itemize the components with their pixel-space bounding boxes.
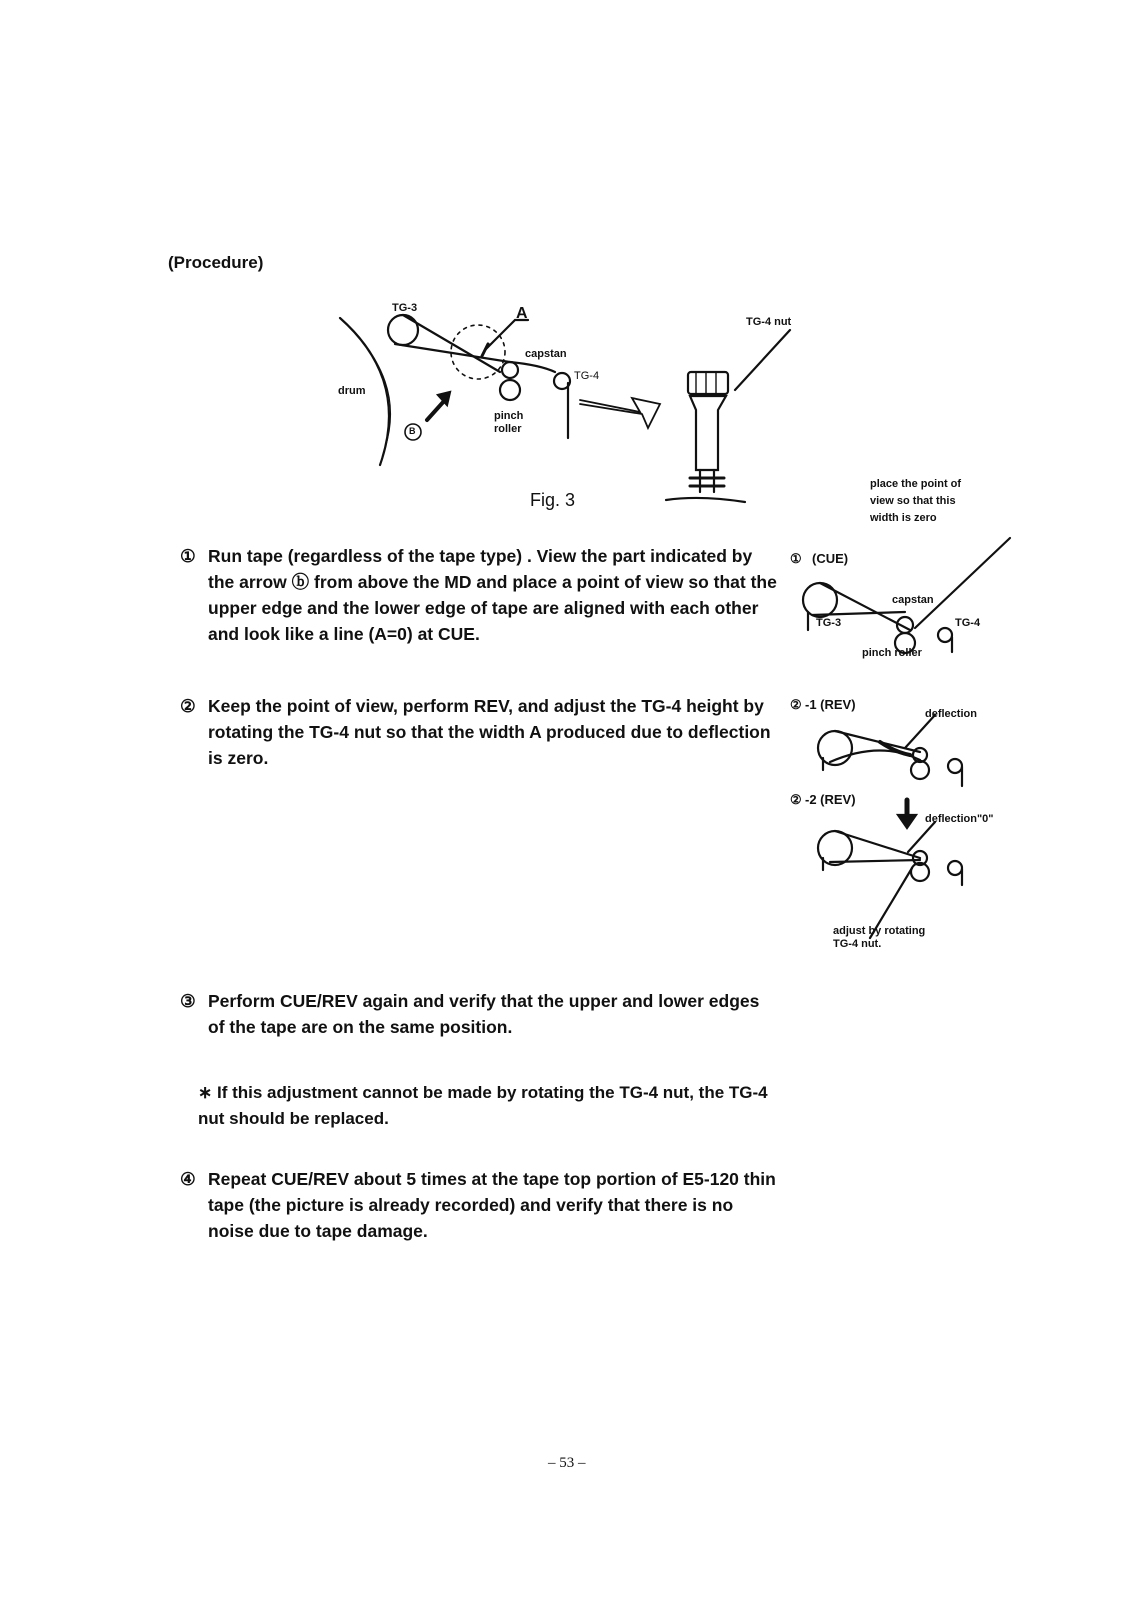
side-tg4-label: TG-4 (955, 617, 981, 629)
rev1-label: -1 (REV) (805, 697, 856, 712)
procedure-heading: (Procedure) (168, 253, 264, 272)
deflection-label: deflection (925, 708, 977, 720)
step-4-number: ④ (180, 1169, 196, 1189)
label-tg3: TG-3 (392, 302, 418, 314)
step-4 (180, 1166, 780, 1244)
step-4-text: Repeat CUE/REV about 5 times at the tape top portion of E5-120 thin tape (the picture is already recorded) and verify that there is no noise due to tape damage. (208, 1169, 776, 1241)
pinch-roller (500, 380, 520, 400)
label-drum: drum (338, 385, 366, 397)
label-roller: roller (494, 423, 522, 435)
b-marker-label: B (409, 426, 416, 436)
rev2-label: -2 (REV) (805, 792, 856, 807)
step-1-text: Run tape (regardless of the tape type) . View the part indicated by the arrow ⓑ from above the MD and place a point of view so that the upper edge and the lower edge of tape are aligned with each other and look like a line (A=0) at CUE. (208, 546, 777, 644)
figure-caption: Fig. 3 (530, 490, 576, 510)
step-1-number: ① (180, 546, 196, 566)
step-2-text: Keep the point of view, perform REV, and adjust the TG-4 height by rotating the TG-4 nut so that the width A produced due to deflection is zero. (208, 696, 771, 768)
page-number: – 53 – (548, 1455, 586, 1471)
step-2-number: ② (180, 696, 196, 716)
label-tg4: TG-4 (574, 370, 600, 382)
side-pinch-roller-label: pinch roller (862, 647, 922, 659)
step-3 (180, 988, 780, 1040)
step-1 (180, 543, 780, 647)
tg4-nut-head (688, 372, 728, 394)
cue-number: ① (790, 551, 802, 566)
adjust-label-1: adjust by rotating (833, 925, 926, 937)
step-3-text: Perform CUE/REV again and verify that the upper and lower edges of the tape are on the same position. (208, 991, 760, 1037)
side-capstan-label: capstan (892, 594, 934, 606)
label-pinch: pinch (494, 410, 524, 422)
side-note-2: view so that this (870, 495, 956, 507)
rev1-number: ② (790, 697, 802, 712)
side-note-3: width is zero (870, 512, 937, 524)
tg3-roller (388, 315, 418, 345)
replacement-note: ∗ If this adjustment cannot be made by rotating the TG-4 nut, the TG-4 nut should be replaced. (198, 1083, 768, 1128)
cue-label: (CUE) (812, 551, 849, 566)
label-capstan: capstan (525, 348, 567, 360)
side-tg3-label: TG-3 (816, 617, 842, 629)
deflection-zero-label: deflection"0" (925, 813, 994, 825)
label-a: A (516, 305, 528, 322)
step-3-number: ③ (180, 991, 196, 1011)
label-tg4-nut: TG-4 nut (746, 316, 792, 328)
step-2 (180, 693, 780, 771)
side-note-1: place the point of (870, 478, 962, 490)
adjust-label-2: TG-4 nut. (833, 938, 882, 950)
rev2-number: ② (790, 792, 802, 807)
